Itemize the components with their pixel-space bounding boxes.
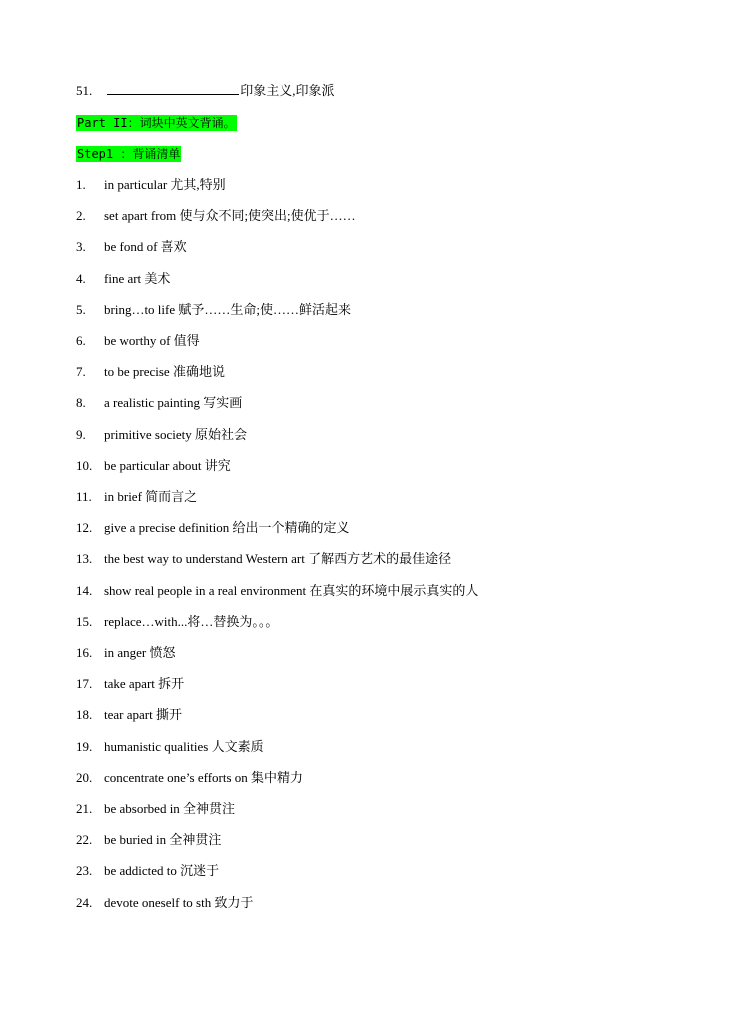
item-text: take apart 拆开 [104, 676, 185, 691]
item-number: 16. [76, 645, 93, 660]
list-item [76, 737, 264, 757]
list-item [76, 861, 219, 881]
item-text: concentrate one’s efforts on 集中精力 [104, 770, 304, 785]
item-text: be worthy of 值得 [104, 333, 200, 348]
item-number: 15. [76, 614, 93, 629]
item-number: 8. [76, 395, 86, 410]
list-item [76, 393, 242, 413]
list-item [76, 331, 200, 351]
list-item [76, 237, 187, 257]
step-heading [76, 144, 181, 164]
list-item [76, 487, 197, 507]
item-number: 19. [76, 739, 93, 754]
item-text: primitive society 原始社会 [104, 427, 247, 442]
item-number: 4. [76, 271, 86, 286]
step-heading-text: Step1 ：背诵清单 [77, 147, 181, 161]
item-number: 13. [76, 551, 93, 566]
item-number: 1. [76, 177, 86, 192]
item-number: 21. [76, 801, 93, 816]
item-number: 23. [76, 863, 93, 878]
question-number: 51. [76, 83, 93, 98]
part-heading [76, 113, 237, 133]
item-text: bring…to life 赋予……生命;使……鲜活起来 [104, 302, 351, 317]
item-number: 6. [76, 333, 86, 348]
list-item [76, 206, 356, 226]
list-item [76, 175, 226, 195]
list-item [76, 799, 235, 819]
item-number: 17. [76, 676, 93, 691]
list-item [76, 830, 221, 850]
item-text: in brief 简而言之 [104, 489, 198, 504]
item-number: 14. [76, 583, 93, 598]
list-item [76, 300, 351, 320]
list-item [76, 549, 451, 569]
list-item [76, 362, 225, 382]
item-text: the best way to understand Western art 了解西方艺术的最佳途径 [104, 551, 452, 566]
item-text: in anger 愤怒 [104, 645, 176, 660]
fill-in-blank[interactable] [107, 82, 239, 95]
item-text: devote oneself to sth 致力于 [104, 895, 254, 910]
item-text: replace…with...将…替换为。。。 [104, 614, 279, 629]
item-text: be addicted to 沉迷于 [104, 863, 220, 878]
list-item [76, 612, 278, 632]
item-text: humanistic qualities 人文素质 [104, 739, 264, 754]
list-item [76, 456, 231, 476]
list-item [76, 425, 247, 445]
item-text: give a precise definition 给出一个精确的定义 [104, 520, 350, 535]
question-text: 印象主义,印象派 [240, 83, 335, 98]
item-number: 2. [76, 208, 86, 223]
item-text: be absorbed in 全神贯注 [104, 801, 236, 816]
item-number: 10. [76, 458, 93, 473]
item-number: 24. [76, 895, 93, 910]
list-item [76, 768, 303, 788]
list-item [76, 581, 478, 601]
item-text: a realistic painting 写实画 [104, 395, 243, 410]
item-text: fine art 美术 [104, 271, 171, 286]
list-item [76, 269, 170, 289]
question-51 [76, 81, 335, 101]
item-text: tear apart 撕开 [104, 707, 182, 722]
item-text: to be precise 准确地说 [104, 364, 225, 379]
item-number: 5. [76, 302, 86, 317]
item-number: 7. [76, 364, 86, 379]
item-number: 9. [76, 427, 86, 442]
part-heading-text: Part II：词块中英文背诵。 [77, 116, 236, 130]
item-text: be fond of 喜欢 [104, 239, 187, 254]
item-number: 11. [76, 489, 92, 504]
item-number: 3. [76, 239, 86, 254]
list-item [76, 705, 182, 725]
item-text: show real people in a real environment 在真实的环境中展示真实的人 [104, 583, 479, 598]
item-number: 12. [76, 520, 93, 535]
item-text: in particular 尤其,特别 [104, 177, 226, 192]
list-item [76, 893, 253, 913]
list-item [76, 674, 184, 694]
item-number: 22. [76, 832, 93, 847]
item-text: set apart from 使与众不同;使突出;使优于…… [104, 208, 356, 223]
item-text: be buried in 全神贯注 [104, 832, 222, 847]
item-number: 20. [76, 770, 93, 785]
item-number: 18. [76, 707, 93, 722]
list-item [76, 518, 350, 538]
list-item [76, 643, 175, 663]
item-text: be particular about 讲究 [104, 458, 231, 473]
